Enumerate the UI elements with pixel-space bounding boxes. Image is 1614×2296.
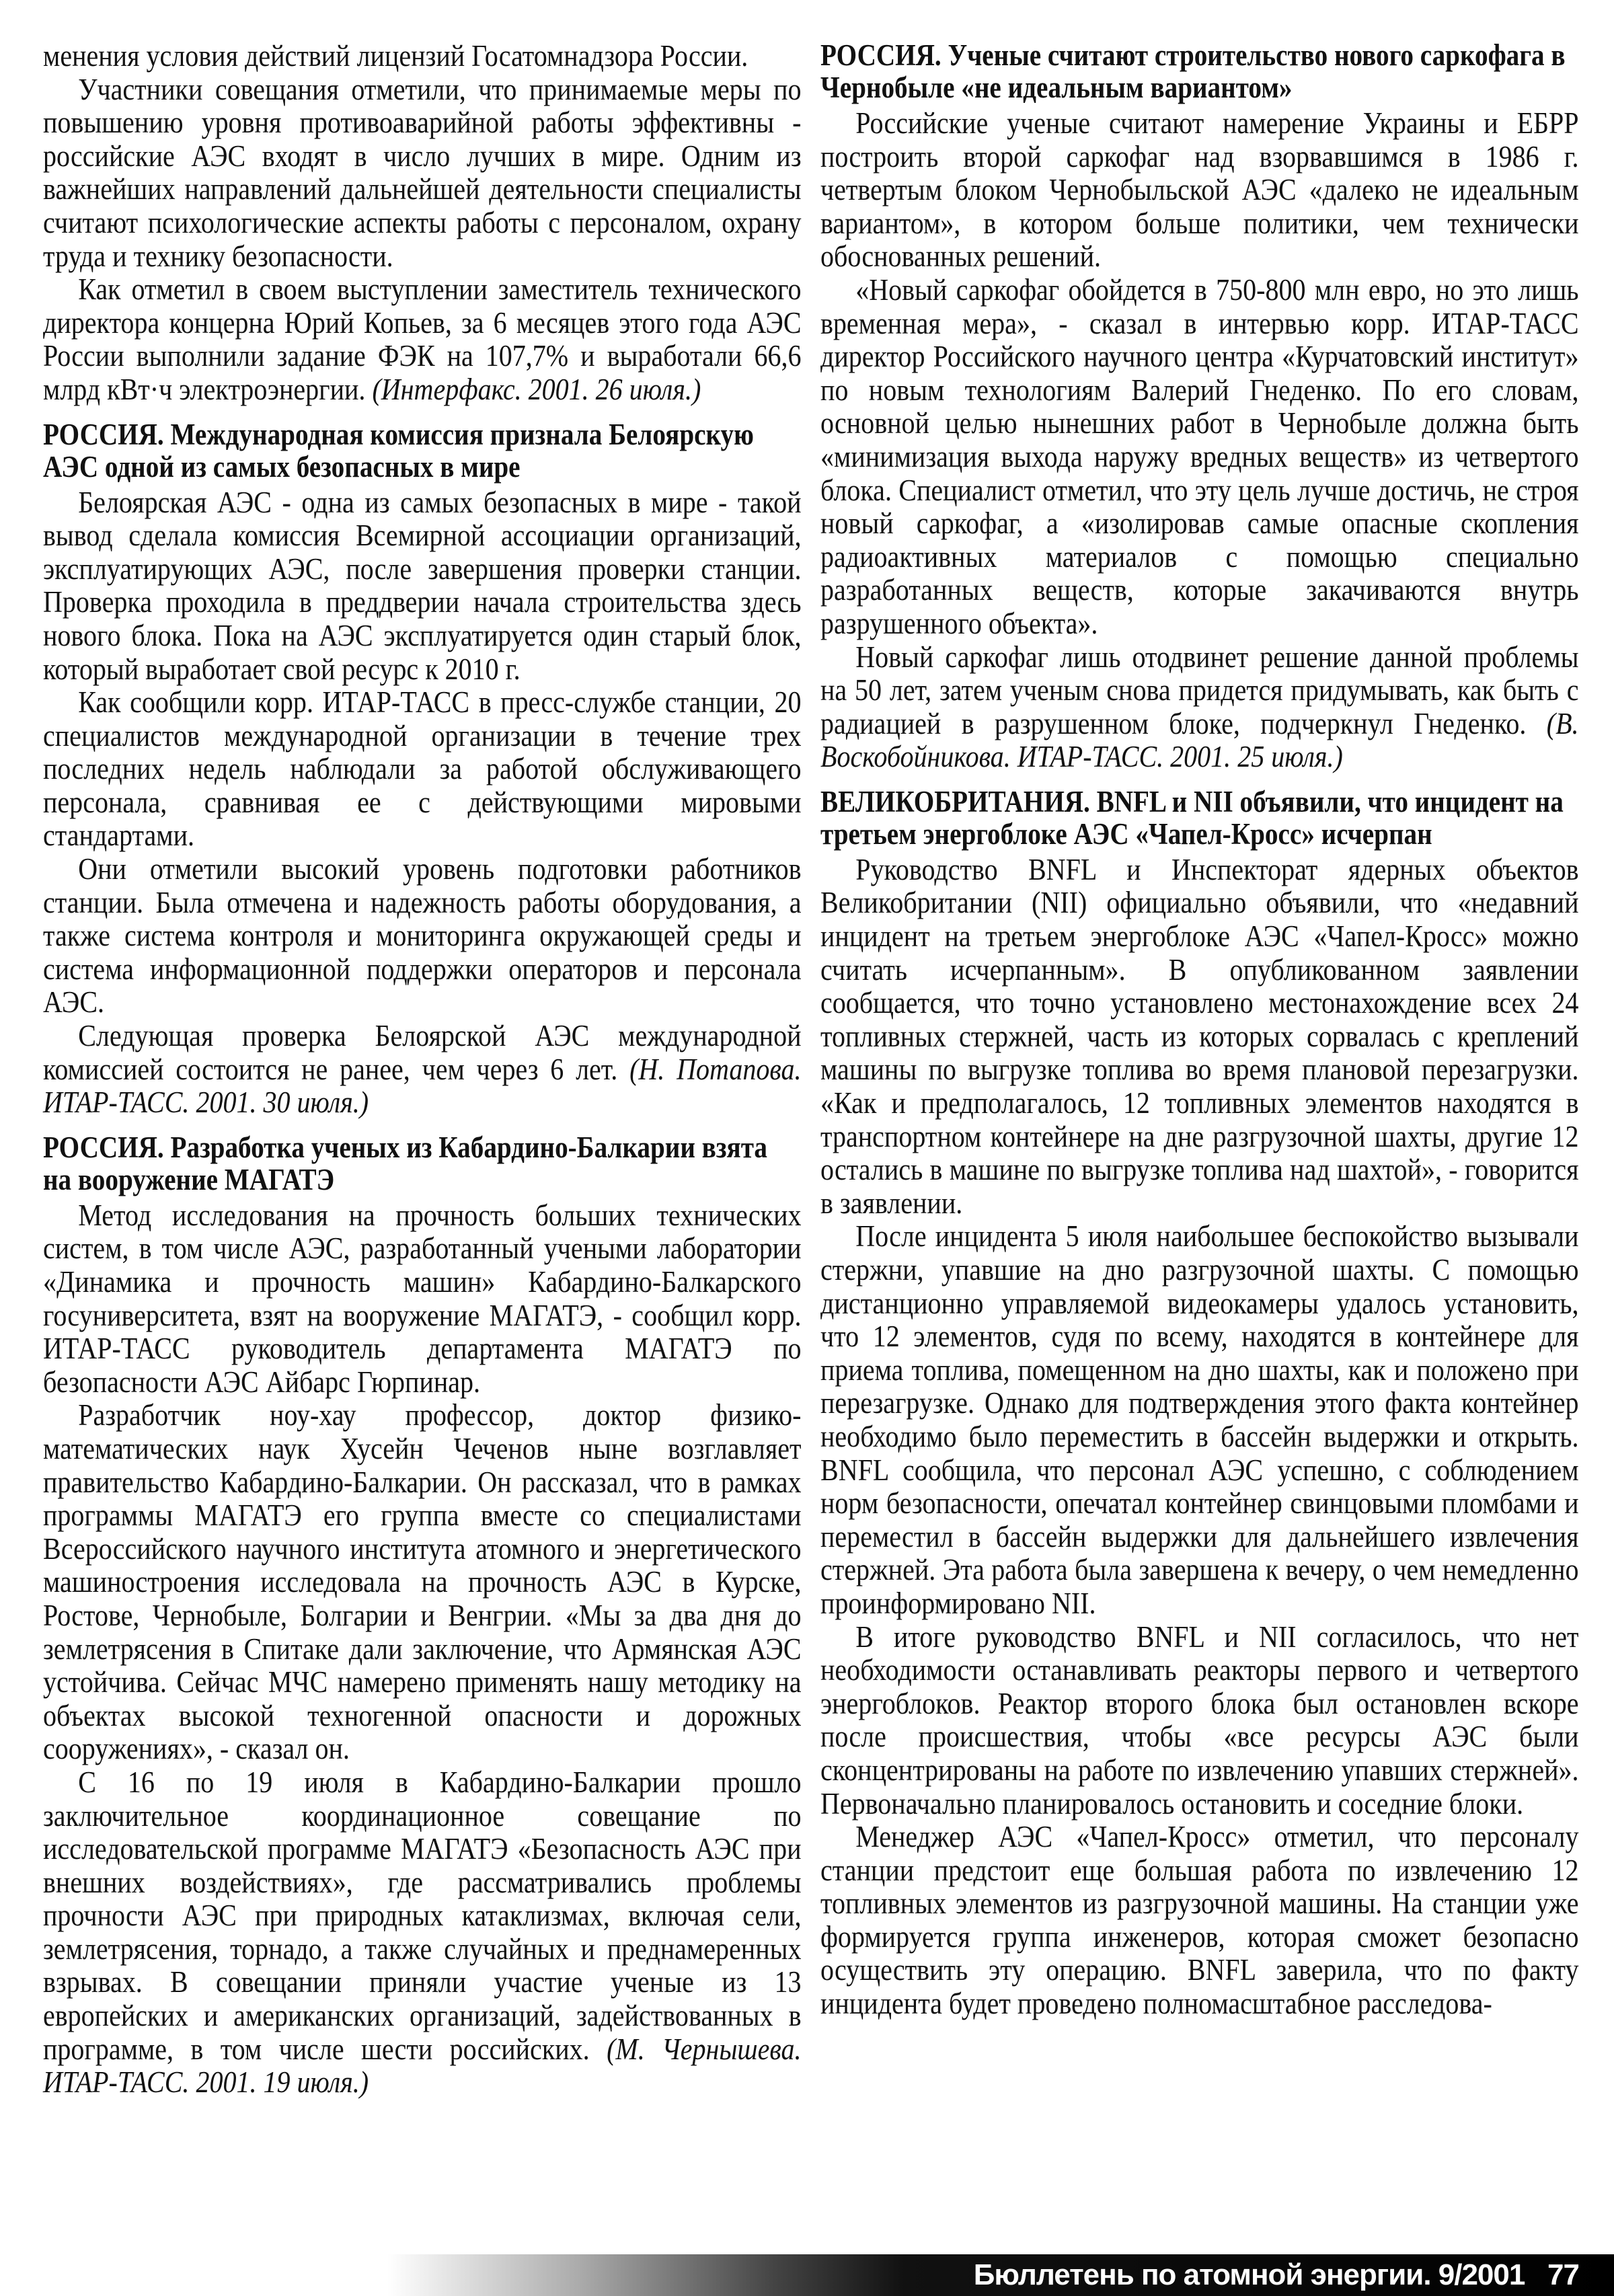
paragraph-text: В итоге руководство BNFL и NII согласилось, что нет необходимости останавливать реакторы первого и четвертого энергоблоков. Реактор второго блока был остановлен вскоре после происшествия, чтобы «все ресурсы АЭС были сконцентрированы на работе по извлечению упавших стержней». Первоначально планировалось остановить и соседние блоки.	[820, 1619, 1579, 1821]
source-citation: (М. Чернышева. ИТАР-ТАСС. 2001. 19 июля.)	[43, 2031, 802, 2100]
paragraph	[43, 1398, 802, 1765]
footer-text	[974, 2258, 1579, 2292]
left-column	[43, 39, 802, 2099]
paragraph	[820, 853, 1579, 1220]
heading-text: ВЕЛИКОБРИТАНИЯ. BNFL и NII объявили, что инцидент на третьем энергоблоке АЭС «Чапел-Кросс» исчерпан	[820, 784, 1564, 851]
paragraph-text: Новый саркофаг лишь отодвинет решение данной проблемы на 50 лет, затем ученым снова придется придумывать, как быть с радиацией в разрушенном блоке, подчеркнул Гнеденко.	[820, 639, 1579, 740]
source-citation: (Н. Потапова. ИТАР-ТАСС. 2001. 30 июля.)	[43, 1051, 802, 1120]
heading-text: РОССИЯ. Международная комиссия признала Белоярскую АЭС одной из самых безопасных в мире	[43, 417, 754, 484]
paragraph	[43, 486, 802, 686]
paragraph-text: Менеджер АЭС «Чапел-Кросс» отметил, что персоналу станции предстоит еще большая работа по извлечению 12 топливных элементов из разгрузочной машины. На станции уже формируется группа инженеров, которая сможет безопасно осуществить эту операцию. BNFL заверила, что по факту инцидента будет проведено полномасштабное расследова-	[820, 1819, 1579, 2021]
paragraph-text: Следующая проверка Белоярской АЭС международной комиссией состоится не ранее, чем через 6 лет.	[43, 1018, 802, 1086]
paragraph-text: После инцидента 5 июля наибольшее беспокойство вызывали стержни, упавшие на дно разгрузочной шахты. С помощью дистанционно управляемой видеокамеры удалось установить, что 12 элементов, судя по всему, находятся в контейнере для приема топлива, помещенном на дно шахты, как и положено при перезагрузке. Однако для подтверждения этого факта контейнер необходимо было переместить в бассейн выдержки и открыть. BNFL сообщила, что персонал АЭС успешно, с соблюдением норм безопасности, опечатал контейнер свинцовыми пломбами и переместил в бассейн выдержки для дальнейшего извлечения стержней. Эта работа была завершена к вечеру, о чем немедленно проинформировано NII.	[820, 1219, 1579, 1620]
paragraph-text: Руководство BNFL и Инспекторат ядерных объектов Великобритании (NII) официально объявили, что «недавний инцидент на третьем энергоблоке АЭС «Чапел-Кросс» можно считать исчерпанным». В опубликованном заявлении сообщается, что точно установлено местонахождение всех 24 топливных стержней, часть из которых сорвалась с креплений машины по выгрузке топлива во время плановой перезагрузки. «Как и предполагалось, 12 топливных элементов находятся в транспортном контейнере на дне разгрузочной шахты, другие 12 остались в машине по выгрузке топлива над шахтой», - говорится в заявлении.	[820, 851, 1579, 1220]
paragraph	[43, 39, 802, 73]
paragraph	[43, 1765, 802, 2099]
paragraph-text: Разработчик ноу-хау профессор, доктор физико-математических наук Хусейн Чеченов ныне возглавляет правительство Кабардино-Балкарии. Он рассказал, что в рамках программы МАГАТЭ его группа вместе со специалистами Всероссийского научного института атомного и энергетического машиностроения исследовала на прочность АЭС в Курске, Ростове, Чернобыле, Болгарии и Венгрии. «Мы за два дня до землетрясения в Спитаке дали заключение, что Армянская АЭС устойчива. Сейчас МЧС намерено применять нашу методику на объектах высокой техногенной опасности и дорожных сооружениях», - сказал он.	[43, 1398, 802, 1766]
paragraph-text: менения условия действий лицензий Госатомнадзора России.	[43, 38, 748, 73]
paragraph-text: Белоярская АЭС - одна из самых безопасных в мире - такой вывод сделала комиссия Всемирной ассоциации организаций, эксплуатирующих АЭС, после завершения проверки станции. Проверка проходила в преддверии начала строительства здесь нового блока. Пока на АЭС эксплуатируется один старый блок, который выработает свой ресурс к 2010 г.	[43, 484, 802, 686]
page-number: 77	[1547, 2258, 1579, 2291]
paragraph	[820, 1820, 1579, 2020]
paragraph-text: Участники совещания отметили, что принимаемые меры по повышению уровня противоаварийной работы эффективны - российские АЭС входят в число лучших в мире. Одним из важнейших направлений дальнейшей деятельности специалисты считают психологические аспекты работы с персоналом, охрану труда и технику безопасности.	[43, 71, 802, 273]
paragraph	[820, 1620, 1579, 1821]
paragraph-text: Как сообщили корр. ИТАР-ТАСС в пресс-службе станции, 20 специалистов международной организации в течение трех последних недель наблюдали за работой обслуживающего персонала, сравнивая ее с действующими мировыми стандартами.	[43, 685, 802, 853]
heading-text: РОССИЯ. Разработка ученых из Кабардино-Балкарии взята на вооружение МАГАТЭ	[43, 1130, 768, 1196]
paragraph-text: «Новый саркофаг обойдется в 750-800 млн евро, но это лишь временная мера», - сказал в интервью корр. ИТАР-ТАСС директор Российского научного центра «Курчатовский институт» по новым технологиям Валерий Гнеденко. По его словам, основной целью нынешних работ в Чернобыле должна быть «минимизация выхода наружу вредных веществ» из четвертого блока. Специалист отметил, что эту цель лучше достичь, не строя новый саркофаг, а «изолировав самые опасные скопления радиоактивных материалов с помощью специально разработанных веществ, которые закачиваются внутрь разрушенного объекта».	[820, 272, 1579, 640]
paragraph-text: С 16 по 19 июля в Кабардино-Балкарии прошло заключительное координационное совещание по исследовательской программе МАГАТЭ «Безопасность АЭС при внешних воздействиях», где рассматривались проблемы прочности АЭС при природных катаклизмах, включая сели, землетрясения, торнадо, а также случайных и преднамеренных взрывах. В совещании приняли участие ученые из 13 европейских и американских организаций, задействованных в программе, в том числе шести российских.	[43, 1764, 802, 2066]
paragraph	[43, 685, 802, 852]
footer-band	[0, 2254, 1614, 2296]
heading-text: РОССИЯ. Ученые считают строительство нового саркофага в Чернобыле «не идеальным вариантом»	[820, 38, 1566, 104]
journal-title: Бюллетень по атомной энергии. 9/2001	[973, 2258, 1525, 2291]
paragraph	[43, 1019, 802, 1119]
paragraph	[820, 1219, 1579, 1619]
paragraph	[43, 852, 802, 1019]
source-citation: (Интерфакс. 2001. 26 июля.)	[372, 371, 701, 406]
paragraph	[820, 106, 1579, 273]
paragraph-text: Метод исследования на прочность больших технических систем, в том числе АЭС, разработанный учеными лаборатории «Динамика и прочность машин» Кабардино-Балкарского госуниверситета, взят на вооружение МАГАТЭ, - сообщил корр. ИТАР-ТАСС руководитель департамента МАГАТЭ по безопасности АЭС Айбарс Гюрпинар.	[43, 1197, 802, 1399]
paragraph	[43, 73, 802, 273]
paragraph	[43, 272, 802, 406]
source-citation: (В. Воскобойникова. ИТАР-ТАСС. 2001. 25 июля.)	[820, 705, 1579, 774]
paragraph	[820, 640, 1579, 773]
paragraph-text: Российские ученые считают намерение Украины и ЕБРР построить второй саркофаг над взорвавшимся в 1986 г. четвертым блоком Чернобыльской АЭС «далеко не идеальным вариантом», в котором больше политики, чем технически обоснованных решений.	[820, 106, 1579, 274]
article-heading	[43, 1131, 802, 1196]
paragraph	[43, 1198, 802, 1399]
article-heading	[820, 786, 1579, 850]
article-heading	[43, 418, 802, 483]
paragraph-text: Как отметил в своем выступлении заместитель технического директора концерна Юрий Копьев, за 6 месяцев этого года АЭС России выполнили задание ФЭК на 107,7% и выработали 66,6 млрд кВт·ч электроэнергии.	[43, 272, 802, 406]
paragraph-text: Они отметили высокий уровень подготовки работников станции. Была отмечена и надежность работы оборудования, а также система контроля и мониторинга окружающей среды и система информационной поддержки операторов и персонала АЭС.	[43, 851, 802, 1020]
paragraph	[820, 273, 1579, 640]
right-column	[820, 39, 1579, 2020]
article-heading	[820, 39, 1579, 104]
